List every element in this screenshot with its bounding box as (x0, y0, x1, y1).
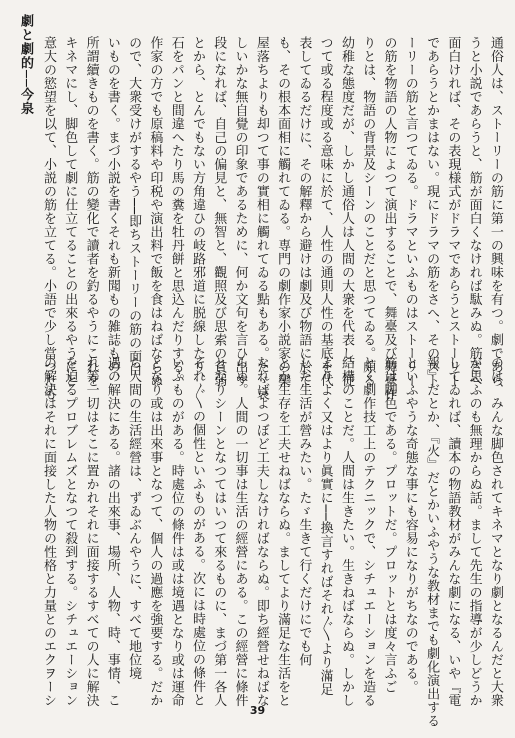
text-line: とか生存を工夫せねばならぬ。ましてより滿足な生活をと (275, 356, 291, 707)
text-line: とから、とんでもない方角違ひの岐路邪道に脱線したり、 (189, 36, 205, 387)
text-line: りとは、物語の背景及シーンのことだと思つてゐる。頗る (360, 36, 376, 387)
text-line: 表してゐるだけに、その解釋から避けは劇及び物語に於て (296, 36, 312, 387)
text-line: つて或る程度或る意味に於て、人性の通則人性の基底を代 (317, 36, 333, 387)
text-line: となり或は出來事となつて、個人の過應を強要する。だか (147, 356, 163, 707)
text-line: キネマにし、脚色して劇に仕立てることの出來るやうにと (62, 36, 78, 387)
text-line: 屋落ちよりも却つて事の實相に觸れてゐる點もある。たゞ哀 (253, 36, 269, 401)
text-line: 遇の解決にある。諸の出來事、場所、人物、時、事情、こ (104, 356, 120, 707)
upper-text-column (41, 36, 503, 401)
text-line: しいかな無自覺の印象であるために、何か文句を言ひ出す (232, 36, 248, 387)
text-line: 所謂續きものを書く。筋の變化で讀者を釣るやうにこれを (83, 36, 99, 387)
page-number: 39 (249, 704, 266, 717)
text-line: 幼稚な態度だが、しかし通俗人は人間の大衆を代表し、従 (338, 36, 354, 387)
text-line: 筋は脚色である。プロットだ。プロットとは度々言ふご (381, 356, 397, 694)
text-line: 面白ければ、その表現様式がドラマであらうとストーリー (445, 36, 461, 387)
text-line: いふものがある。時處位の條件は或は境遇となり或は運命 (168, 356, 184, 707)
text-line: の解決はそれに面接した人物の性格と力量とのエクヲーシ (41, 356, 56, 707)
text-line: 結構のことだ。人間は生きたい。生きねばならぬ。しかし (338, 356, 354, 707)
text-line: 段になれば、自己の偏見と、無智と、觀照及び思索の貧弱 (211, 36, 227, 387)
text-line: であらうとかまはない。現にドラマの筋をさへ、そのスト (424, 36, 440, 387)
text-line: ーリーの筋と言つてゐる。ドラマといふものはストーリー (402, 36, 418, 387)
text-line: した生活が營みたい。たゞ生きて行くだけにでも何 (296, 356, 312, 667)
text-line: のは、みんな脚色されてキネマとなり劇となるんだと大衆 (487, 356, 503, 707)
text-line: それ〲の個性といふものがある。次には時處位の條件と (189, 356, 205, 707)
text-line: となりシーンとなつてはいつて來るものに、まづ第一各人 (211, 356, 227, 707)
text-line: が思ふのも無理からぬ話。まして先生の指導が少しどうか (466, 356, 482, 707)
text-line: らぬ。人間の一切事は生活の經營にある。この經營に條件 (232, 356, 248, 707)
text-line: なればよつぼど工夫しなければならぬ。即ち經營せねばな (253, 356, 269, 707)
text-line: 意大の慾望を以て、小説の筋を立てる。小語で少し當つたも (41, 36, 56, 401)
text-line: ら人間の生活經營は、ずゐぶんやうに、すべて地位境 (126, 356, 142, 680)
text-line: 作家の方でも原稿料や印税や演出料で飯を食はねばならぬ (147, 36, 163, 387)
text-line: 報』だとか、『火』だとかいふやうな教材までも劇化演出する (424, 356, 440, 728)
text-line: ので、大衆受けがするやう──即ちストーリーの筋の面白 (126, 36, 142, 377)
text-line: してゐれば、讀本の物語教材がみんな劇になる、いや『電 (445, 356, 461, 707)
text-line: の筋を物語の人物によつて演出することで、舞臺及び舞臺作 (381, 36, 397, 401)
text-line: うと小説であらうと、筋が面白くなければ駄みぬ。筋さへ (466, 36, 482, 387)
text-line: いものを書く。まづ小説を書くそれも新聞もの雑誌もの、 (104, 36, 120, 387)
text-line: 通俗人は、ストーリーの筋に第一の興味を有つ。劇であら (487, 36, 503, 387)
text-line: とく劇作技工上のテクニックで、シチュエーションを造る (360, 356, 376, 707)
running-title: 劇と劇的──今泉 (18, 14, 33, 116)
text-line: 石をパンと間違へたり馬の糞を牡丹餅と思込んだりする。 (168, 36, 184, 387)
text-line: といふやうな奇態な事にも容易になりがちなのである。 (402, 356, 418, 694)
text-line: も、その根本面相に觸れてゐる。専門の劇作家小説家の欒 (275, 36, 291, 387)
text-line: れ等一切はそこに置かれそれに面接するすべての人に解決 (83, 356, 99, 707)
text-line: よりよく又はより眞實に──換言すればそれ〲より滿足 (317, 356, 333, 697)
text-line: を迫るプロブレムズとなつて殺到する。シチュエーション (62, 356, 78, 707)
